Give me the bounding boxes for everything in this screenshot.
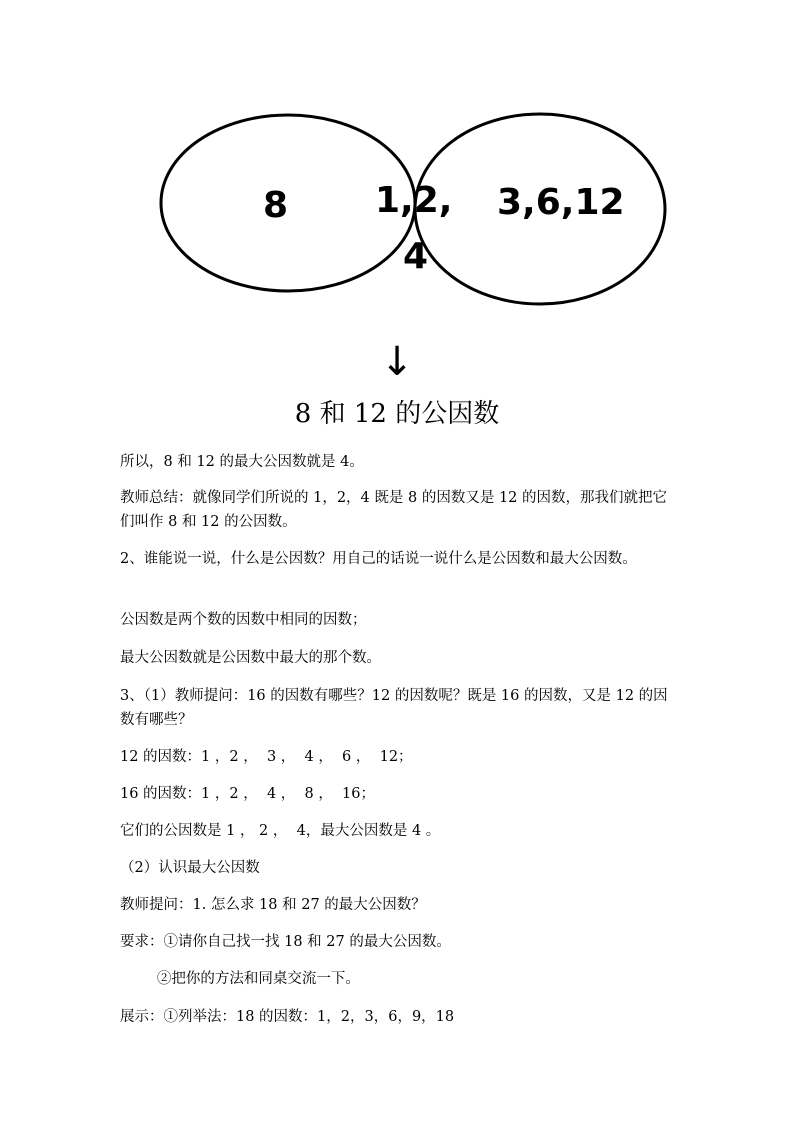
paragraph-conclusion: 所以，8 和 12 的最大公因数就是 4。 bbox=[120, 454, 364, 470]
paragraph-gcf-definition: 最大公因数就是公因数中最大的那个数。 bbox=[120, 650, 381, 666]
paragraph-factors-of-16: 16 的因数：1 ，2 ， 4 ， 8 ， 16； bbox=[120, 786, 376, 802]
venn-diagram bbox=[150, 100, 680, 320]
paragraph-common-factors: 它们的公因数是 1 ， 2 ， 4，最大公因数是 4 。 bbox=[120, 823, 441, 839]
paragraph-question-2: 2、谁能说一说，什么是公因数？用自己的话说一说什么是公因数和最大公因数。 bbox=[120, 551, 637, 567]
paragraph-section-heading: （2）认识最大公因数 bbox=[120, 860, 260, 876]
paragraph-teacher-summary: 教师总结：就像同学们所说的 1，2，4 既是 8 的因数又是 12 的因数，那我们就把它们叫作 8 和 12 的公因数。 bbox=[120, 490, 668, 530]
paragraph-listing-method: 展示：①列举法：18 的因数：1，2，3，6，9，18 bbox=[120, 1009, 455, 1025]
paragraph-common-factor-definition: 公因数是两个数的因数中相同的因数； bbox=[120, 612, 367, 628]
paragraph-teacher-question: 教师提问：1. 怎么求 18 和 27 的最大公因数？ bbox=[120, 897, 426, 913]
paragraph-requirement-2: ②把你的方法和同桌交流一下。 bbox=[120, 971, 360, 987]
venn-intersection-label-1: 1,2, bbox=[375, 180, 453, 221]
paragraph-factors-of-12: 12 的因数：1 ，2 ， 3 ， 4 ， 6 ， 12； bbox=[120, 749, 413, 765]
paragraph-requirement-1: 要求：①请你自己找一找 18 和 27 的最大公因数。 bbox=[120, 934, 451, 950]
down-arrow-icon: ↓ bbox=[380, 339, 414, 385]
venn-intersection-label-2: 4 bbox=[403, 236, 429, 277]
venn-left-label: 8 bbox=[263, 185, 289, 226]
diagram-caption: 8 和 12 的公因数 bbox=[294, 399, 500, 429]
venn-right-label: 3,6,12 bbox=[497, 182, 625, 223]
paragraph-question-3: 3、（1）教师提问：16 的因数有哪些？12 的因数呢？既是 16 的因数，又是 12 的因数有哪些？ bbox=[120, 688, 668, 728]
